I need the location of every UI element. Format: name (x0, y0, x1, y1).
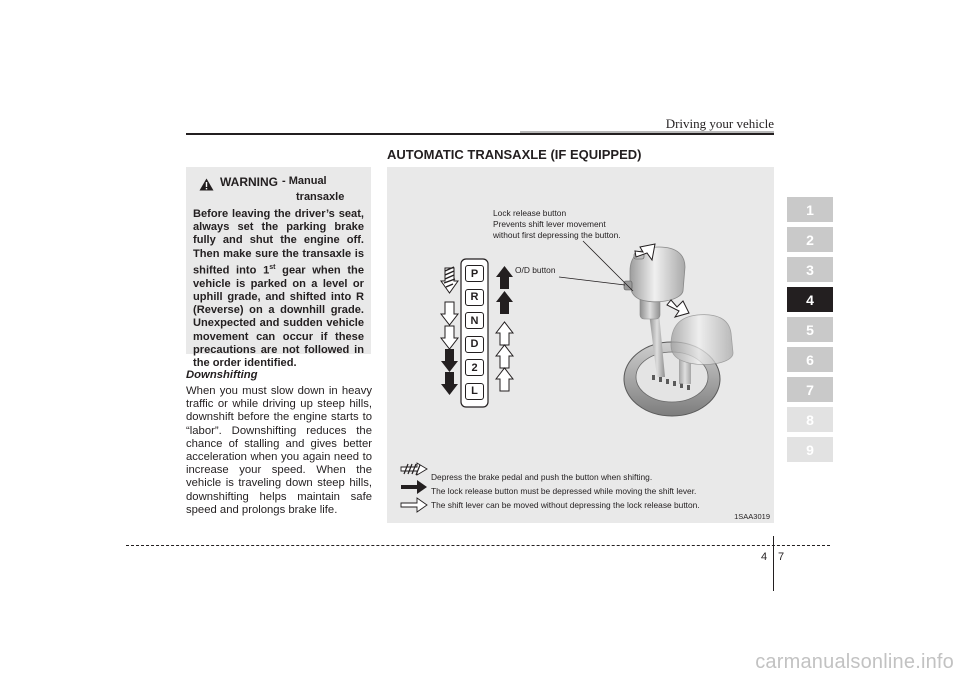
gear-label-n: N (465, 312, 484, 329)
chapter-tabs (787, 197, 833, 467)
outline-up-arrow-icon (496, 322, 513, 345)
solid-up-arrow-icon (496, 291, 513, 314)
page-number: 7 (778, 551, 785, 563)
chapter-tab-2[interactable]: 2 (787, 227, 833, 252)
warning-triangle-icon (199, 178, 214, 191)
legend-item: Depress the brake pedal and push the button when shifting. (431, 472, 653, 482)
lock-release-leader (583, 241, 633, 291)
outline-up-arrow-icon (496, 345, 513, 368)
warning-text-part1: Before leaving the driver’s seat, always set the parking brake fully and shut the engine off. Then make sure the transaxle is shifted into 1 (193, 208, 364, 277)
footer-divider (773, 536, 774, 591)
chapter-tab-6[interactable]: 6 (787, 347, 833, 372)
chapter-tab-1[interactable]: 1 (787, 197, 833, 222)
gear-label-2: 2 (465, 359, 484, 376)
warning-subtitle: - Manual (282, 175, 327, 187)
solid-down-arrow-icon (441, 349, 458, 372)
striped-arrow-icon (441, 267, 458, 293)
lock-release-label-line1: Lock release button (493, 208, 567, 218)
page-chapter-number: 4 (761, 551, 768, 563)
lock-release-label-line2: Prevents shift lever movement (493, 219, 606, 229)
section-title: AUTOMATIC TRANSAXLE (IF EQUIPPED) (387, 147, 642, 162)
warning-box (186, 167, 371, 369)
legend-outline-arrow-icon (401, 498, 427, 512)
chapter-tab-9[interactable]: 9 (787, 437, 833, 462)
chapter-tab-4[interactable]: 4 (787, 287, 833, 312)
warning-header (199, 175, 364, 191)
legend-item: The shift lever can be moved without depressing the lock release button. (431, 500, 700, 510)
header-rule (186, 133, 774, 135)
gear-label-r: R (465, 289, 484, 306)
legend-solid-arrow-icon (401, 480, 427, 494)
chapter-tab-5[interactable]: 5 (787, 317, 833, 342)
downshifting-heading: Downshifting (186, 369, 258, 381)
gear-label-p: P (465, 265, 484, 282)
shift-lever-figure (387, 167, 774, 523)
lock-release-label-line3: without first depressing the button. (493, 230, 621, 240)
solid-up-arrow-icon (496, 266, 513, 289)
chapter-tab-7[interactable]: 7 (787, 377, 833, 402)
gear-label-d: D (465, 336, 484, 353)
od-leader (559, 277, 625, 285)
downshifting-text: When you must slow down in heavy traffic or while driving up steep hills, downshift before the engine starts to “labor”. Downshifting reduces the chance of stalling and gives better acceleration when you again need to increase your speed. When the vehicle is traveling down steep hills, downshifting helps maintain safe speed and prolongs brake life. (186, 385, 372, 516)
legend-item: The lock release button must be depressed while moving the shift lever. (431, 486, 697, 496)
warning-text-part2: gear when the vehicle is parked on a level or uphill grade, and shifted into R (Reverse) on a downhill grade. Unexpected and sudden vehicle movement can occur if these precautions are not followed in the order identified. (193, 264, 364, 369)
warning-subtitle-line2: transaxle (296, 191, 345, 203)
warning-text (193, 208, 364, 370)
outline-down-arrow-icon (441, 302, 458, 325)
warning-label: WARNING (220, 175, 278, 189)
outline-down-arrow-icon (441, 326, 458, 349)
motion-arrow-right-icon (667, 300, 689, 317)
od-button-label: O/D button (515, 265, 556, 275)
chapter-tab-8[interactable]: 8 (787, 407, 833, 432)
figure-code: 1SAA3019 (734, 512, 770, 521)
solid-down-arrow-icon (441, 372, 458, 395)
legend-striped-arrow-icon (401, 463, 427, 475)
header-title: Driving your vehicle (665, 116, 774, 131)
gear-label-l: L (465, 383, 484, 400)
watermark: carmanualsonline.info (755, 651, 954, 673)
footer-rule (126, 545, 830, 546)
outline-up-arrow-icon (496, 368, 513, 391)
chapter-tab-3[interactable]: 3 (787, 257, 833, 282)
warning-superscript: st (269, 263, 276, 271)
